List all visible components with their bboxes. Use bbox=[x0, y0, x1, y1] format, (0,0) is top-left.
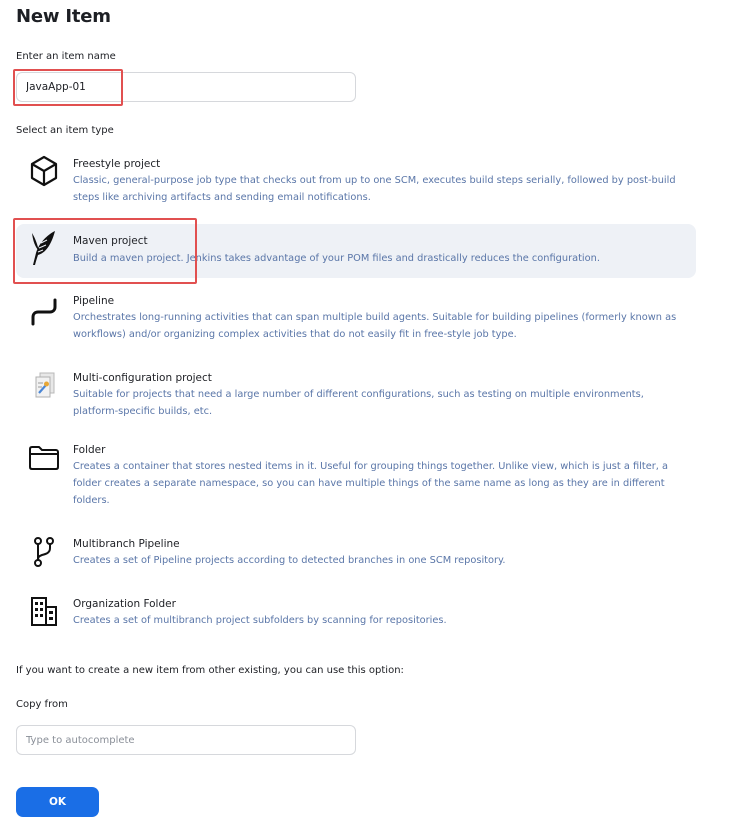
copy-from-input[interactable] bbox=[16, 725, 356, 755]
cube-icon bbox=[28, 155, 60, 187]
item-type-description: Creates a set of multibranch project subfolders by scanning for repositories. bbox=[73, 615, 447, 626]
item-type-label: Select an item type bbox=[16, 125, 114, 136]
page-title: New Item bbox=[16, 6, 111, 27]
branch-icon bbox=[28, 536, 60, 568]
item-type-description: Suitable for projects that need a large number of different configurations, such as testing on multiple environments, platform-specific builds, etc. bbox=[73, 389, 644, 417]
copy-from-label: Copy from bbox=[16, 699, 68, 710]
item-type-description: Orchestrates long-running activities that can span multiple build agents. Suitable for building pipelines (formerly known as workflows) and/or organizing complex activities that do not easily fit in free-style job type. bbox=[73, 312, 677, 340]
item-name-input[interactable] bbox=[16, 72, 356, 102]
item-name-label: Enter an item name bbox=[16, 51, 116, 62]
item-type-description: Build a maven project. Jenkins takes advantage of your POM files and drastically reduces the configuration. bbox=[73, 253, 600, 264]
item-type-freestyle[interactable] bbox=[16, 152, 696, 210]
building-icon bbox=[28, 595, 60, 627]
item-type-name: Maven project bbox=[73, 235, 148, 247]
ok-button[interactable]: OK bbox=[16, 787, 99, 817]
item-type-description: Classic, general-purpose job type that checks out from up to one SCM, executes build steps serially, followed by post-build steps like archiving artifacts and sending email notifications. bbox=[73, 175, 676, 203]
item-type-description: Creates a container that stores nested items in it. Useful for grouping things together. Unlike view, which is just a filter, a folder creates a separate namespace, so you can have multiple things of the same name as long as they are in different folders. bbox=[73, 461, 668, 506]
item-type-name: Organization Folder bbox=[73, 598, 176, 610]
item-type-multibranch-pipeline[interactable] bbox=[16, 533, 696, 583]
item-type-folder[interactable] bbox=[16, 439, 696, 515]
item-type-multi-configuration[interactable] bbox=[16, 367, 696, 423]
feather-icon bbox=[28, 232, 60, 264]
item-type-name: Folder bbox=[73, 444, 106, 456]
item-type-name: Pipeline bbox=[73, 295, 115, 307]
item-type-pipeline[interactable] bbox=[16, 290, 696, 348]
item-type-organization-folder[interactable] bbox=[16, 593, 696, 647]
item-type-name: Multi-configuration project bbox=[73, 372, 212, 384]
item-type-name: Multibranch Pipeline bbox=[73, 538, 180, 550]
item-type-maven[interactable] bbox=[16, 224, 696, 278]
multi-config-icon bbox=[28, 370, 60, 402]
pipeline-icon bbox=[28, 296, 60, 328]
copy-hint: If you want to create a new item from other existing, you can use this option: bbox=[16, 665, 404, 676]
folder-icon bbox=[28, 442, 60, 474]
item-type-description: Creates a set of Pipeline projects according to detected branches in one SCM repository. bbox=[73, 555, 506, 566]
item-type-name: Freestyle project bbox=[73, 158, 161, 170]
